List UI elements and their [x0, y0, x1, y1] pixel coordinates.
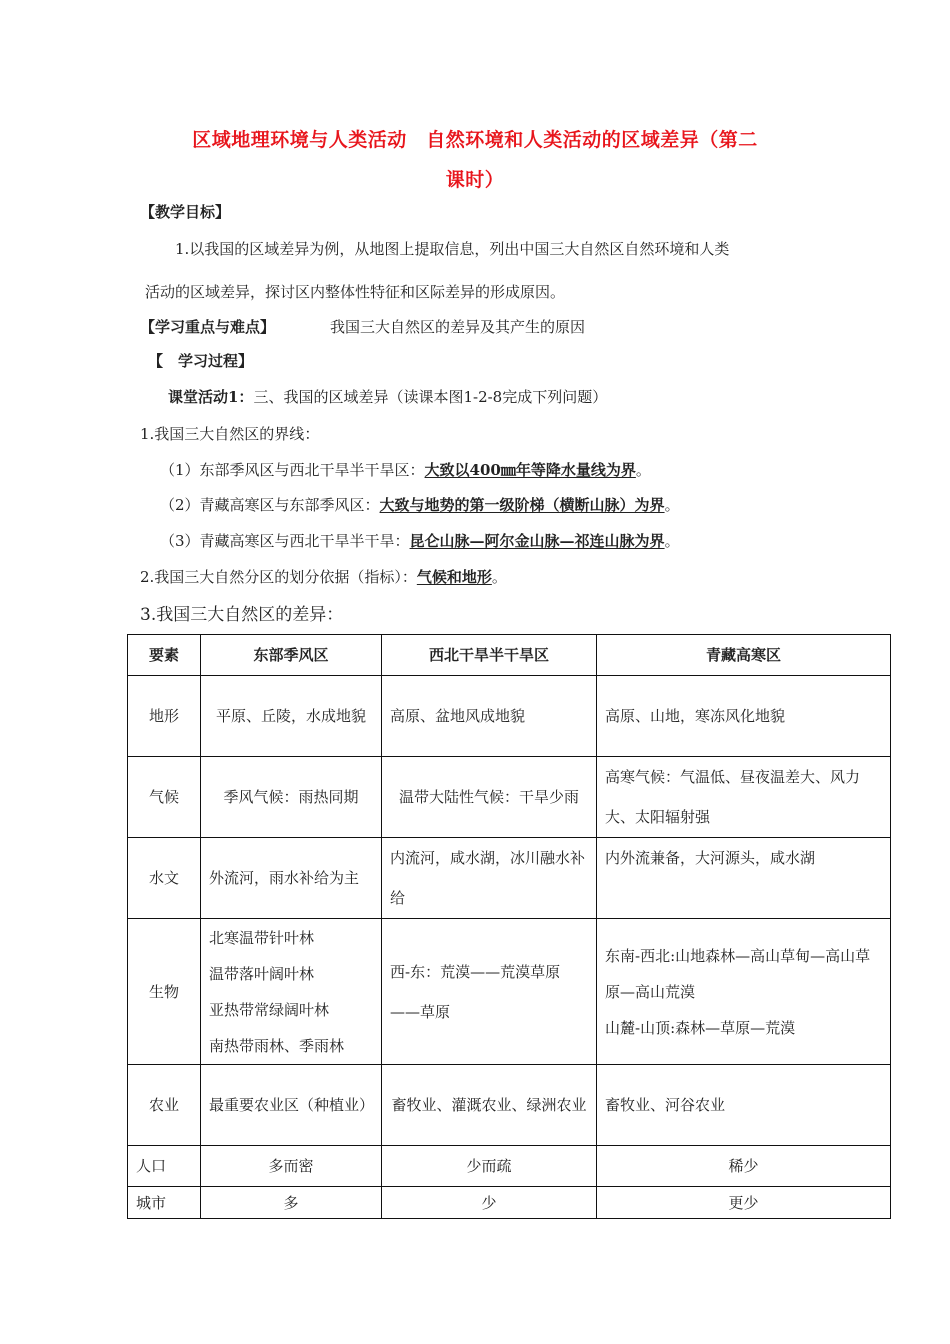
row-label: 城市: [128, 1187, 201, 1219]
east-biome-line: 温带落叶阔叶林: [209, 964, 315, 983]
q1-3-answer: 昆仑山脉—阿尔金山脉—祁连山脉为界: [409, 532, 665, 550]
q1-3-suffix: 。: [664, 532, 680, 550]
tibet-biome-line: 山麓-山顶:森林—草原—荒漠: [605, 1018, 796, 1037]
activity-label: 课堂活动1：: [168, 388, 254, 406]
q1-2-answer: 大致与地势的第一级阶梯（横断山脉）为界: [379, 496, 665, 514]
east-biome-line: 亚热带常绿阔叶林: [209, 1000, 330, 1019]
cell-tibet: 畜牧业、河谷农业: [597, 1065, 891, 1146]
table-row: [128, 1065, 891, 1146]
table-row: [128, 1187, 891, 1219]
cell-east: 季风气候：雨热同期: [201, 757, 382, 838]
table-row: [128, 919, 891, 1065]
q1-1-prefix: （1）东部季风区与西北干旱半干旱区：: [160, 461, 425, 479]
q1-1-answer: 大致以400㎜年等降水量线为界: [424, 461, 636, 479]
q2-answer: 气候和地形: [416, 568, 492, 586]
cell-tibet: 高寒气候：气温低、昼夜温差大、风力大、太阳辐射强: [597, 757, 891, 838]
east-biome-line: 北寒温带针叶林: [209, 928, 315, 947]
table-header-row: [128, 635, 891, 676]
question-2: [140, 566, 507, 587]
header-tibet-alpine: 青藏高寒区: [597, 635, 891, 676]
objective-1-line-1: 1.以我国的区域差异为例，从地图上提取信息，列出中国三大自然区自然环境和人类: [175, 240, 730, 258]
row-label: 气候: [128, 757, 201, 838]
q2-prefix: 2.我国三大自然分区的划分依据（指标）：: [140, 568, 417, 586]
question-1-1: [160, 459, 651, 480]
question-1: 1.我国三大自然区的界线：: [140, 425, 320, 443]
cell-northwest: 内流河，咸水湖，冰川融水补给: [382, 838, 597, 919]
title-line-2: 课时）: [445, 169, 505, 191]
q1-2-prefix: （2）青藏高寒区与东部季风区：: [160, 496, 380, 514]
row-label: 生物: [128, 919, 201, 1065]
q1-2-suffix: 。: [664, 496, 680, 514]
tibet-biome-line: 东南-西北:山地森林—高山草甸—高山草原—高山荒漠: [605, 946, 871, 1001]
q1-1-suffix: 。: [635, 461, 651, 479]
cell-northwest: 西-东：荒漠——荒漠草原——草原: [382, 919, 597, 1065]
row-label: 地形: [128, 676, 201, 757]
east-biome-line: 南热带雨林、季雨林: [209, 1036, 345, 1055]
header-northwest-arid: 西北干旱半干旱区: [382, 635, 597, 676]
key-points-heading: 【学习重点与难点】: [140, 318, 276, 336]
title-line-1: 区域地理环境与人类活动 自然环境和人类活动的区域差异（第二: [192, 129, 758, 151]
row-label: 人口: [128, 1146, 201, 1187]
cell-east: 平原、丘陵，水成地貌: [201, 676, 382, 757]
header-east-monsoon: 东部季风区: [201, 635, 382, 676]
q2-suffix: 。: [491, 568, 507, 586]
cell-east: 多而密: [201, 1146, 382, 1187]
question-1-3: [160, 530, 680, 551]
cell-east: [201, 919, 382, 1065]
objectives-heading: 【教学目标】: [140, 203, 231, 221]
process-heading: 【 学习过程】: [148, 352, 254, 370]
row-label: 农业: [128, 1065, 201, 1146]
cell-tibet: 稀少: [597, 1146, 891, 1187]
cell-northwest: 少: [382, 1187, 597, 1219]
objective-1-line-2: 活动的区域差异，探讨区内整体性特征和区际差异的形成原因。: [145, 283, 566, 301]
key-points-text: 我国三大自然区的差异及其产生的原因: [330, 318, 586, 336]
q1-3-prefix: （3）青藏高寒区与西北干旱半干旱：: [160, 532, 410, 550]
cell-northwest: 畜牧业、灌溉农业、绿洲农业: [382, 1065, 597, 1146]
cell-northwest: 高原、盆地风成地貌: [382, 676, 597, 757]
cell-east: 多: [201, 1187, 382, 1219]
cell-east: 外流河，雨水补给为主: [201, 838, 382, 919]
activity-text: 三、我国的区域差异（读课本图1-2-8完成下列问题）: [253, 388, 608, 406]
cell-northwest: 少而疏: [382, 1146, 597, 1187]
question-1-2: [160, 494, 680, 515]
activity-line: [168, 386, 607, 407]
question-3: 3.我国三大自然区的差异：: [140, 605, 344, 625]
table-row: [128, 757, 891, 838]
document-title: [140, 120, 810, 200]
cell-northwest: 温带大陆性气候：干旱少雨: [382, 757, 597, 838]
table-row: [128, 676, 891, 757]
table-row: [128, 838, 891, 919]
regional-differences-table: [127, 634, 891, 1219]
cell-east: 最重要农业区（种植业）: [201, 1065, 382, 1146]
cell-tibet: 内外流兼备，大河源头，咸水湖: [597, 838, 891, 919]
row-label: 水文: [128, 838, 201, 919]
cell-tibet: 高原、山地，寒冻风化地貌: [597, 676, 891, 757]
header-element: 要素: [128, 635, 201, 676]
cell-tibet: 更少: [597, 1187, 891, 1219]
cell-tibet: [597, 919, 891, 1065]
table-row: [128, 1146, 891, 1187]
